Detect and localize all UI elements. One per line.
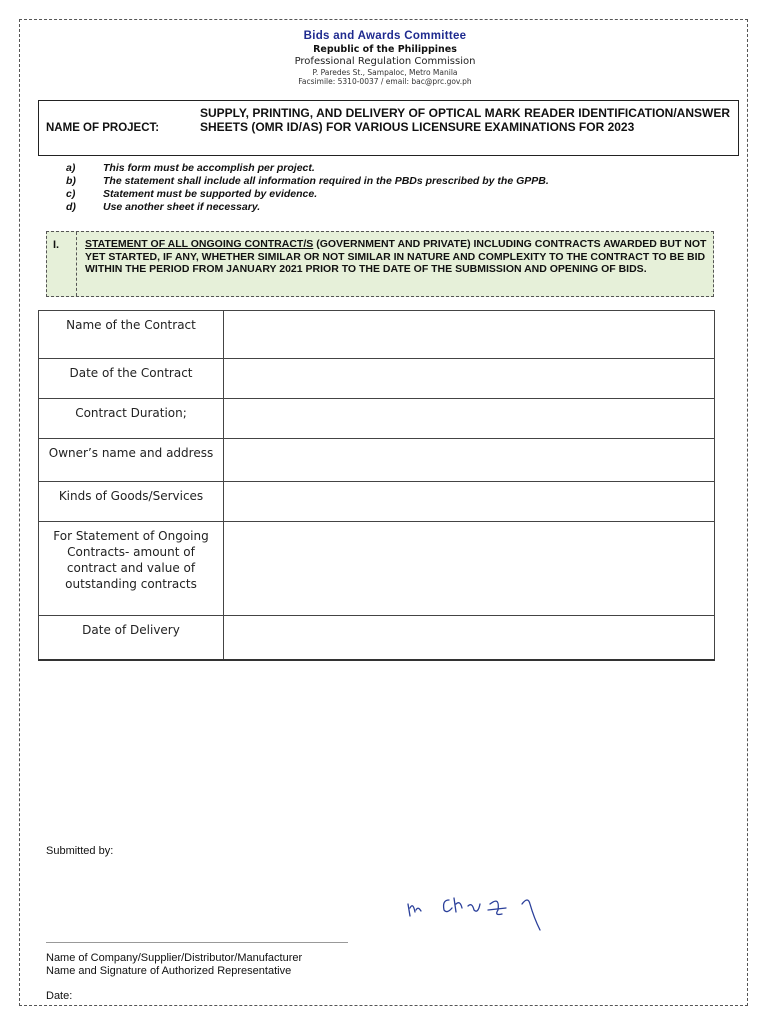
- delivery-date-field[interactable]: [224, 616, 715, 660]
- instruction-item: [66, 175, 549, 188]
- instruction-letter: c): [66, 188, 76, 200]
- statement-number: I.: [53, 239, 60, 251]
- submitted-by-label: Submitted by:: [46, 845, 114, 857]
- table-row: [39, 311, 715, 359]
- statement-title-rest: (GOVERNMENT AND PRIVATE) INCLUDING CONTRACTS AWARDED BUT NOT YET STARTED, IF ANY, WHETHER SIMILAR OR NOT SIMILAR IN NATURE AND COMPLEXITY TO THE CONTRACT TO BE BID WITHIN THE PERIOD FROM JANUARY 2021 PRIOR TO THE DATE OF THE SUBMISSION AND OPENING OF BIDS.: [85, 238, 707, 275]
- statement-text: [85, 238, 710, 276]
- letterhead: [0, 30, 770, 86]
- instruction-letter: b): [66, 175, 76, 187]
- instruction-text: Statement must be supported by evidence.: [103, 188, 318, 200]
- instruction-text: This form must be accomplish per project.: [103, 162, 315, 174]
- commission-name: Professional Regulation Commission: [294, 56, 476, 67]
- statement-section-header: [46, 231, 714, 297]
- row-label: Kinds of Goods/Services: [39, 482, 224, 522]
- contract-date-field[interactable]: [224, 359, 715, 399]
- date-label: Date:: [46, 990, 73, 1002]
- instructions-list: [66, 162, 549, 214]
- statement-divider: [76, 232, 77, 296]
- table-row: [39, 399, 715, 439]
- table-row: [39, 439, 715, 482]
- project-name-label: NAME OF PROJECT:: [46, 122, 160, 134]
- table-row: [39, 522, 715, 616]
- instruction-text: The statement shall include all information required in the PBDs prescribed by the GPPB.: [103, 175, 549, 187]
- kinds-of-goods-field[interactable]: [224, 482, 715, 522]
- table-row: [39, 482, 715, 522]
- row-label: Owner’s name and address: [39, 439, 224, 482]
- company-name-caption: Name of Company/Supplier/Distributor/Manufacturer: [46, 952, 303, 964]
- contract-name-field[interactable]: [224, 311, 715, 359]
- ongoing-contract-amount-field[interactable]: [224, 522, 715, 616]
- row-label: Date of Delivery: [39, 616, 224, 660]
- instruction-item: [66, 162, 549, 175]
- instruction-text: Use another sheet if necessary.: [103, 201, 261, 213]
- signature-line: [46, 942, 348, 943]
- committee-title: Bids and Awards Committee: [303, 30, 467, 42]
- republic-line: Republic of the Philippines: [313, 44, 457, 55]
- row-label: Name of the Contract: [39, 311, 224, 359]
- row-label: Date of the Contract: [39, 359, 224, 399]
- instruction-letter: a): [66, 162, 76, 174]
- representative-caption: Name and Signature of Authorized Representative: [46, 965, 292, 977]
- instruction-item: [66, 201, 549, 214]
- project-name-value: SUPPLY, PRINTING, AND DELIVERY OF OPTICAL MARK READER IDENTIFICATION/ANSWER SHEETS (OMR ID/AS) FOR VARIOUS LICENSURE EXAMINATIONS FOR 2023: [200, 106, 730, 134]
- address-line: P. Paredes St., Sampaloc, Metro Manila: [312, 68, 458, 77]
- contract-details-table: [38, 310, 715, 661]
- table-row: [39, 616, 715, 660]
- table-row: [39, 359, 715, 399]
- instruction-letter: d): [66, 201, 76, 213]
- owner-name-address-field[interactable]: [224, 439, 715, 482]
- contract-duration-field[interactable]: [224, 399, 715, 439]
- handwritten-signature: [404, 890, 554, 940]
- instruction-item: [66, 188, 549, 201]
- row-label: For Statement of Ongoing Contracts- amount of contract and value of outstanding contracts: [39, 522, 224, 616]
- statement-title-underlined: STATEMENT OF ALL ONGOING CONTRACT/S: [85, 238, 314, 250]
- contact-line: Facsimile: 5310-0037 / email: bac@prc.gov.ph: [298, 77, 472, 86]
- row-label: Contract Duration;: [39, 399, 224, 439]
- project-name-box: [38, 100, 739, 156]
